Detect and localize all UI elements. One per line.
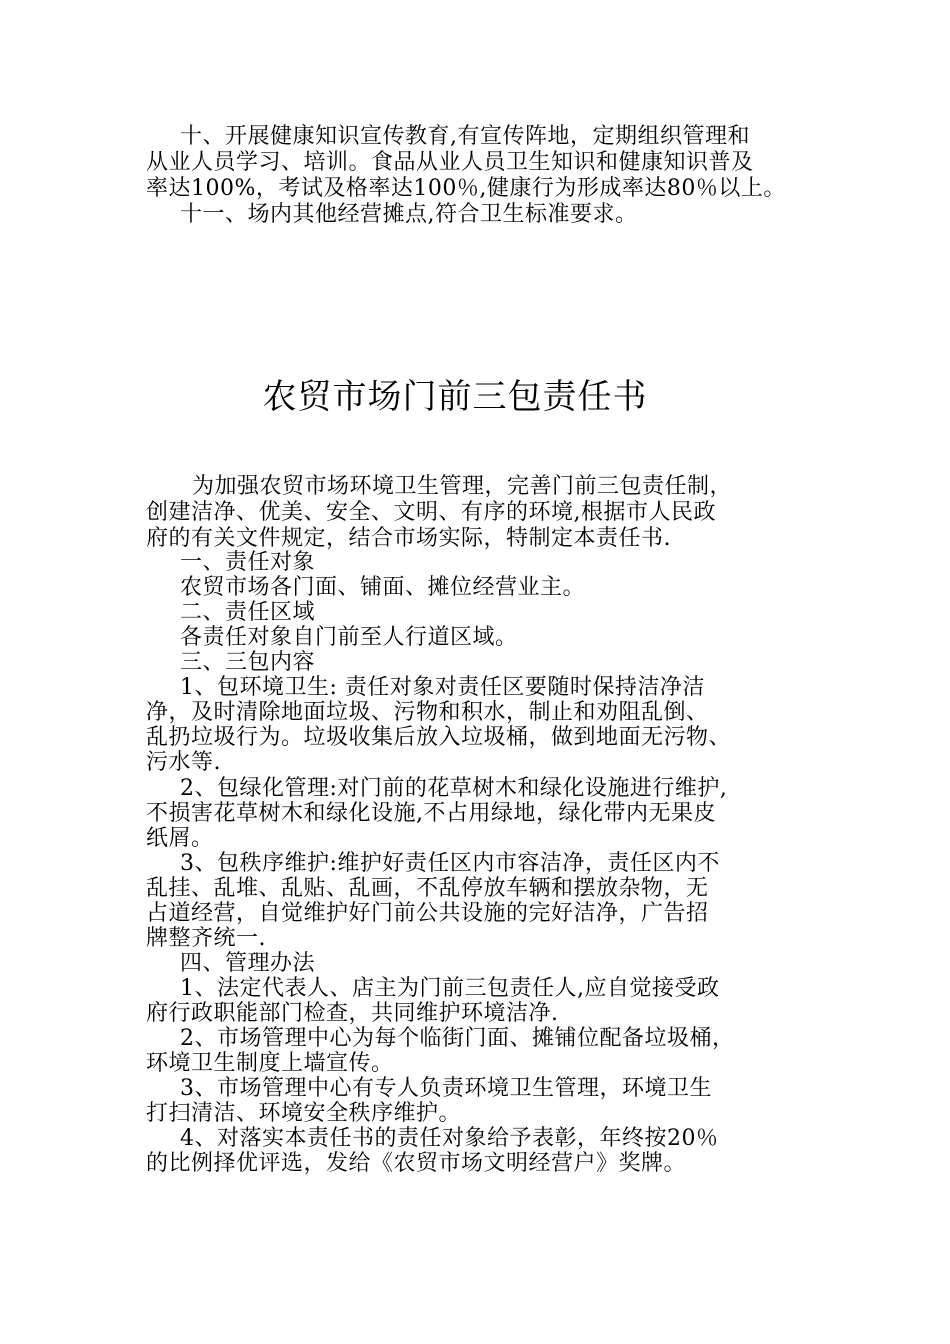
paragraph-line: 污水等. [146, 750, 221, 775]
paragraph-line: 3、市场管理中心有专人负责环境卫生管理，环境卫生 [180, 1076, 712, 1101]
paragraph-line: 从业人员学习、培训。食品从业人员卫生知识和健康知识普及 [146, 150, 754, 175]
paragraph-line: 府的有关文件规定，结合市场实际，特制定本责任书. [146, 526, 671, 551]
paragraph-line: 府行政职能部门检查，共同维护环境洁净. [146, 1001, 559, 1026]
paragraph-line: 创建洁净、优美、安全、文明、有序的环境,根据市人民政 [146, 500, 716, 525]
paragraph-line: 乱挂、乱堆、乱贴、乱画，不乱停放车辆和摆放杂物，无 [146, 876, 709, 901]
paragraph-line: 各责任对象自门前至人行道区域。 [180, 625, 518, 650]
paragraph-line: 占道经营，自觉维护好门前公共设施的完好洁净，广告招 [146, 901, 709, 926]
paragraph-line: 净，及时清除地面垃圾、污物和积水，制止和劝阻乱倒、 [146, 700, 709, 725]
document-title: 农贸市场门前三包责任书 [262, 377, 648, 417]
paragraph-line: 4、对落实本责任书的责任对象给予表彰，年终按20％ [180, 1126, 719, 1151]
paragraph-line: 3、包秩序维护:维护好责任区内市容洁净，责任区内不 [180, 851, 720, 876]
section-heading: 一、责任对象 [180, 550, 316, 575]
paragraph-line: 1、法定代表人、店主为门前三包责任人,应自觉接受政 [180, 976, 720, 1001]
paragraph-line: 环境卫生制度上墙宣传。 [146, 1051, 394, 1076]
section-heading: 四、管理办法 [180, 951, 316, 976]
paragraph-line: 不损害花草树木和绿化设施,不占用绿地，绿化带内无果皮 [146, 801, 716, 826]
paragraph-line: 乱扔垃圾行为。垃圾收集后放入垃圾桶，做到地面无污物、 [146, 725, 732, 750]
paragraph-line: 纸屑。 [146, 826, 214, 851]
paragraph-line: 1、包环境卫生: 责任对象对责任区要随时保持洁净洁 [180, 675, 705, 700]
paragraph-line: 农贸市场各门面、铺面、摊位经营业主。 [180, 575, 586, 600]
paragraph-line: 率达100%，考试及格率达100％,健康行为形成率达80％以上。 [146, 176, 786, 201]
paragraph-line: 十、开展健康知识宣传教育,有宣传阵地，定期组织管理和 [180, 124, 750, 149]
paragraph-line: 十一、场内其他经营摊点,符合卫生标准要求。 [180, 202, 638, 227]
paragraph-line: 的比例择优评选，发给《农贸市场文明经营户》奖牌。 [146, 1151, 687, 1176]
paragraph-line: 打扫清洁、环境安全秩序维护。 [146, 1101, 462, 1126]
paragraph-line: 2、包绿化管理:对门前的花草树木和绿化设施进行维护, [180, 776, 728, 801]
paragraph-line: 为加强农贸市场环境卫生管理，完善门前三包责任制， [192, 474, 733, 499]
section-heading: 二、责任区域 [180, 600, 316, 625]
section-heading: 三、三包内容 [180, 650, 316, 675]
paragraph-line: 牌整齐统一. [146, 926, 266, 951]
paragraph-line: 2、市场管理中心为每个临街门面、摊铺位配备垃圾桶， [180, 1026, 735, 1051]
